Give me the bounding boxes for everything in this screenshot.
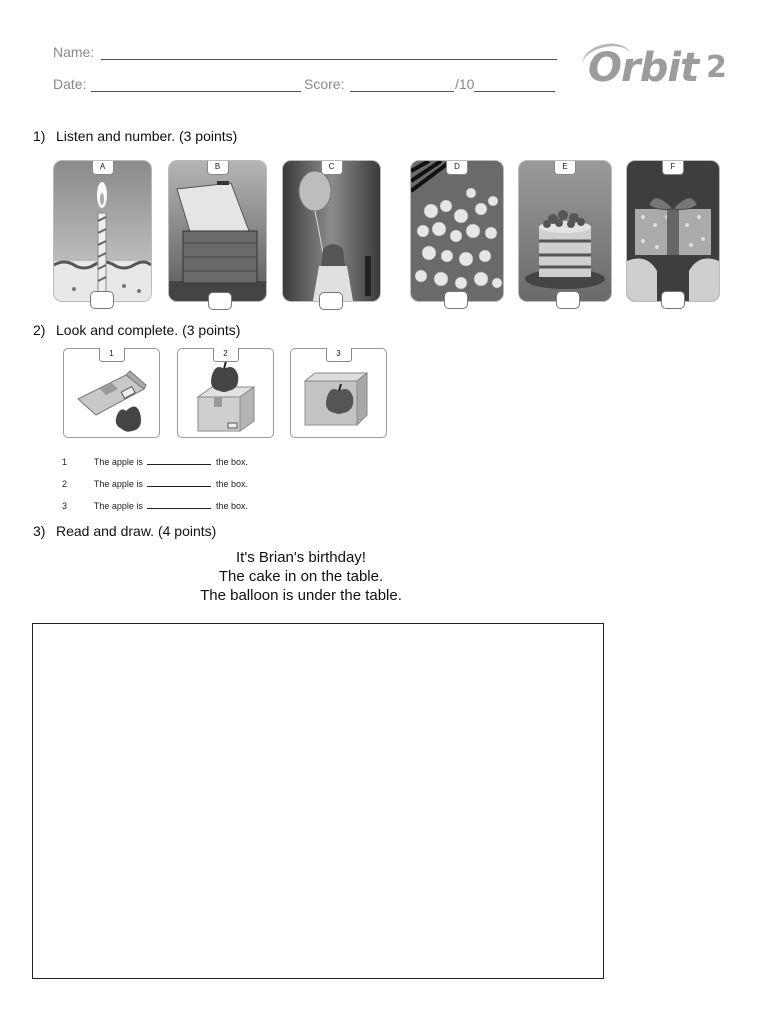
logo-number: 2 bbox=[706, 50, 727, 85]
answer-box-b[interactable] bbox=[208, 292, 232, 310]
photo-card-f bbox=[626, 160, 720, 302]
score-total-field[interactable] bbox=[474, 91, 555, 92]
sentence-2-blank[interactable] bbox=[147, 478, 211, 487]
card-letter-d: D bbox=[446, 160, 468, 175]
sentence-3-after: the box. bbox=[215, 501, 248, 511]
date-label: Date: bbox=[53, 76, 87, 92]
sentence-3-num: 3 bbox=[62, 501, 68, 511]
look-number-1: 1 bbox=[99, 348, 125, 362]
sentence-3 bbox=[62, 500, 248, 511]
card-letter-e: E bbox=[554, 160, 576, 175]
apple-in-box-image bbox=[291, 349, 386, 437]
section3-number: 3) bbox=[33, 523, 46, 539]
apple-on-box-image bbox=[178, 349, 273, 437]
section3-title: Read and draw. (4 points) bbox=[56, 523, 217, 539]
photo-card-b bbox=[168, 160, 267, 302]
wooden-chest-image bbox=[169, 161, 266, 301]
story-line-3: The balloon is under the table. bbox=[200, 587, 402, 604]
sentence-1-blank[interactable] bbox=[147, 456, 211, 465]
story-line-1: It's Brian's birthday! bbox=[236, 549, 366, 566]
photo-card-e bbox=[518, 160, 612, 302]
look-number-3: 3 bbox=[326, 348, 352, 362]
score-total: /10 bbox=[455, 76, 475, 92]
sentence-1-num: 1 bbox=[62, 457, 68, 467]
photo-card-a bbox=[53, 160, 152, 302]
photo-card-d bbox=[410, 160, 504, 302]
look-card-3 bbox=[290, 348, 387, 438]
section2-title: Look and complete. (3 points) bbox=[56, 322, 241, 338]
popcorn-image bbox=[411, 161, 503, 301]
story-line-2: The cake in on the table. bbox=[218, 568, 384, 585]
sentence-2 bbox=[62, 478, 248, 489]
sentence-1-before: The apple is bbox=[93, 457, 143, 467]
answer-box-d[interactable] bbox=[444, 291, 468, 309]
card-letter-f: F bbox=[662, 160, 684, 175]
score-field[interactable] bbox=[350, 91, 454, 92]
photo-card-c bbox=[282, 160, 381, 302]
look-number-2: 2 bbox=[213, 348, 239, 362]
apple-under-box-image bbox=[64, 349, 159, 437]
answer-box-c[interactable] bbox=[319, 292, 343, 310]
gift-box-image bbox=[627, 161, 719, 301]
section2-number: 2) bbox=[33, 322, 46, 338]
section1-number: 1) bbox=[33, 128, 46, 144]
layer-cake-image bbox=[519, 161, 611, 301]
sentence-2-before: The apple is bbox=[93, 479, 143, 489]
birthday-candle-image bbox=[54, 161, 151, 301]
answer-box-a[interactable] bbox=[90, 291, 114, 309]
name-label: Name: bbox=[53, 44, 95, 60]
name-field[interactable] bbox=[101, 59, 557, 60]
orbit-logo bbox=[582, 40, 732, 96]
card-letter-c: C bbox=[321, 160, 343, 175]
sentence-1 bbox=[62, 456, 248, 467]
look-card-1 bbox=[63, 348, 160, 438]
sentence-2-after: the box. bbox=[215, 479, 248, 489]
sentence-2-num: 2 bbox=[62, 479, 68, 489]
look-card-2 bbox=[177, 348, 274, 438]
score-label: Score: bbox=[304, 76, 345, 92]
card-letter-a: A bbox=[92, 160, 114, 175]
sentence-3-before: The apple is bbox=[93, 501, 143, 511]
date-field[interactable] bbox=[91, 91, 301, 92]
sentence-1-after: the box. bbox=[215, 457, 248, 467]
answer-box-f[interactable] bbox=[661, 291, 685, 309]
girl-balloon-image bbox=[283, 161, 380, 301]
answer-box-e[interactable] bbox=[556, 291, 580, 309]
drawing-area[interactable] bbox=[32, 623, 604, 979]
logo-word: Orbit bbox=[588, 45, 699, 91]
section1-title: Listen and number. (3 points) bbox=[56, 128, 238, 144]
card-letter-b: B bbox=[207, 160, 229, 175]
sentence-3-blank[interactable] bbox=[147, 500, 211, 509]
